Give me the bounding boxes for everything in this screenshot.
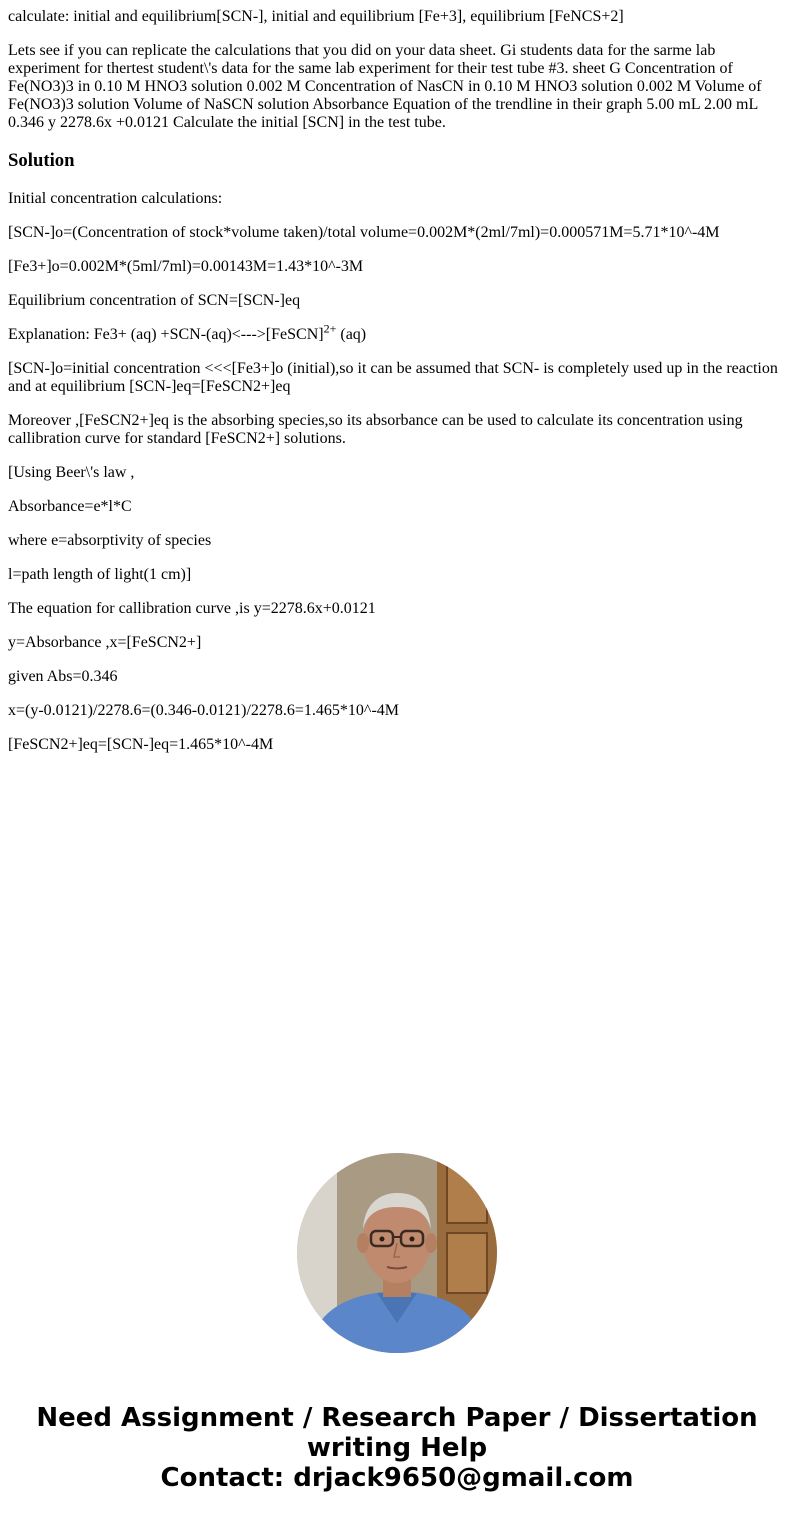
equation-text-tail: (aq) — [336, 326, 367, 343]
document-content — [8, 0, 786, 770]
solution-paragraph: [SCN-]o=(Concentration of stock*volume taken)/total volume=0.002M*(2ml/7ml)=0.000571M=5.71*10^-4M — [8, 224, 720, 241]
solution-paragraph: Moreover ,[FeSCN2+]eq is the absorbing species,so its absorbance can be used to calculate its concentration using callibration curve for standard [FeSCN2+] solutions. — [8, 412, 743, 447]
solution-paragraph: [FeSCN2+]eq=[SCN-]eq=1.465*10^-4M — [8, 736, 274, 753]
promo-line: writing Help — [306, 1433, 488, 1463]
contact-email: Contact: drjack9650@gmail.com — [160, 1463, 634, 1493]
solution-paragraph: [SCN-]o=initial concentration <<<[Fe3+]o (initial),so it can be assumed that SCN- is completely used up in the reaction and at equilibrium [SCN-]eq=[FeSCN2+]eq — [8, 360, 778, 395]
solution-paragraph: y=Absorbance ,x=[FeSCN2+] — [8, 634, 202, 651]
question-title: calculate: initial and equilibrium[SCN-], initial and equilibrium [Fe+3], equilibrium [FeNCS+2] — [8, 8, 624, 25]
question-body: Lets see if you can replicate the calculations that you did on your data sheet. Gi students data for the sarme lab experiment for thertest student\'s data for the same lab experiment for their test tube #3. sheet G Concentration of Fe(NO3)3 in 0.10 M HNO3 solution 0.002 M Concentration of NasCN in 0.10 M HNO3 solution 0.002 M Volume of Fe(NO3)3 solution Volume of NaSCN solution Absorbance Equation of the trendline in their graph 5.00 mL 2.00 mL 0.346 y 2278.6x +0.0121 Calculate the initial [SCN] in the test tube. — [8, 42, 762, 131]
author-portrait-icon — [297, 1153, 497, 1353]
solution-paragraph: given Abs=0.346 — [8, 668, 118, 685]
author-avatar — [297, 1153, 497, 1353]
solution-paragraph: [Fe3+]o=0.002M*(5ml/7ml)=0.00143M=1.43*10^-3M — [8, 258, 364, 275]
charge-superscript: 2+ — [323, 321, 337, 336]
solution-paragraph: Initial concentration calculations: — [8, 190, 223, 207]
solution-paragraph: l=path length of light(1 cm)] — [8, 566, 192, 583]
solution-paragraph: [Using Beer\'s law , — [8, 464, 135, 481]
solution-equation — [8, 321, 786, 344]
solution-paragraph: The equation for callibration curve ,is y=2278.6x+0.0121 — [8, 600, 376, 617]
solution-paragraph: where e=absorptivity of species — [8, 532, 212, 549]
solution-paragraph: x=(y-0.0121)/2278.6=(0.346-0.0121)/2278.6=1.465*10^-4M — [8, 702, 399, 719]
promo-line: Need Assignment / Research Paper / Dissertation — [36, 1403, 758, 1433]
solution-paragraph: Equilibrium concentration of SCN=[SCN-]eq — [8, 292, 301, 309]
promo-footer — [0, 1403, 794, 1493]
solution-paragraph: Absorbance=e*l*C — [8, 498, 132, 515]
solution-heading: Solution — [8, 150, 75, 171]
equation-text: Explanation: Fe3+ (aq) +SCN-(aq)<--->[FeSCN] — [8, 326, 324, 343]
